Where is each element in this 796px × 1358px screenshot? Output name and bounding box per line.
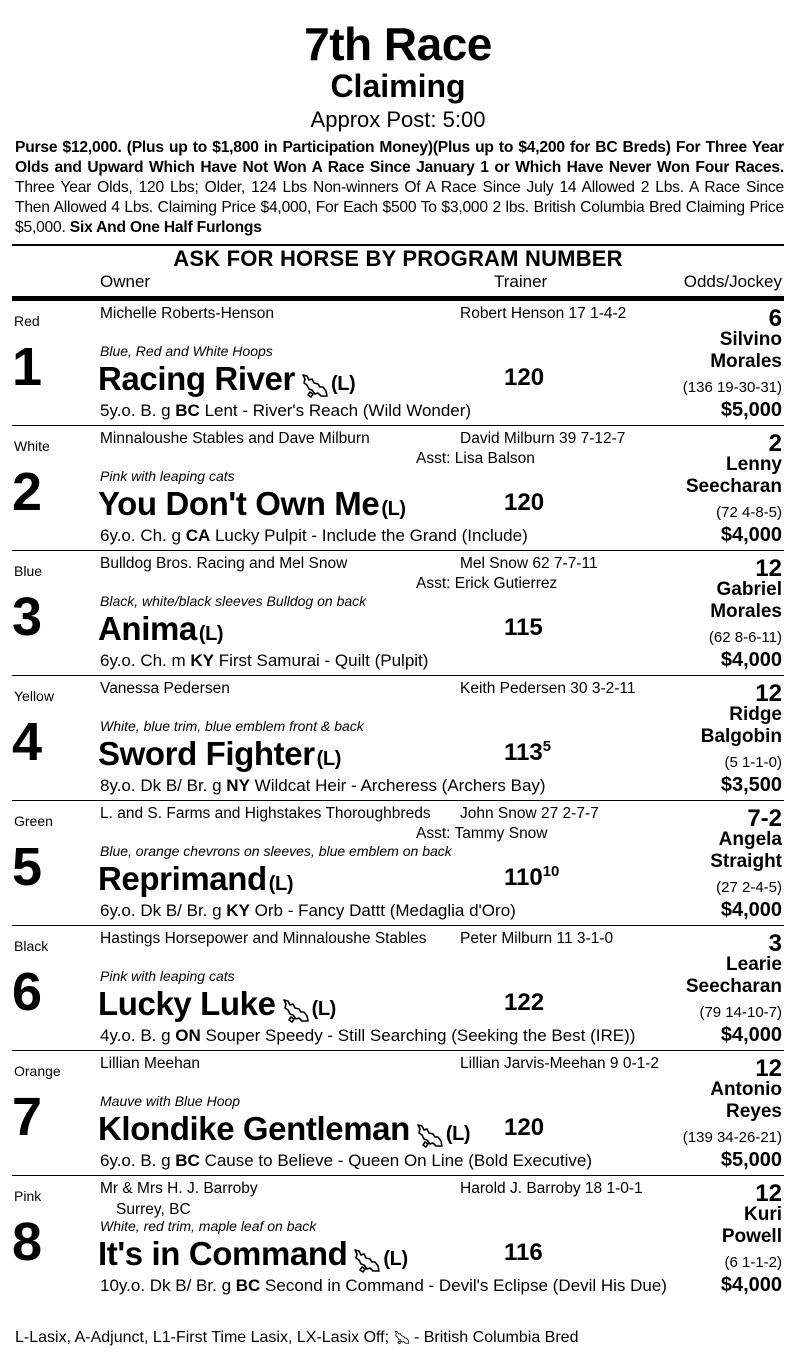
horse-name: You Don't Own Me bbox=[98, 485, 380, 522]
jockey-first: Silvino bbox=[719, 329, 782, 350]
jockey-record: (62 8-6-11) bbox=[708, 629, 782, 646]
col-trainer: Trainer bbox=[494, 272, 548, 291]
silks: White, blue trim, blue emblem front & back bbox=[100, 718, 364, 734]
jockey-first: Gabriel bbox=[716, 579, 782, 600]
silks: Pink with leaping cats bbox=[100, 968, 235, 984]
morning-line-odds: 12 bbox=[755, 680, 782, 707]
horse-name-line bbox=[98, 1109, 470, 1154]
jockey-last: Seecharan bbox=[685, 476, 782, 497]
weight bbox=[504, 738, 551, 767]
morning-line-odds: 3 bbox=[768, 930, 782, 957]
claiming-price: $3,500 bbox=[720, 774, 782, 796]
race-conditions bbox=[15, 138, 784, 238]
conditions-distance: Six And One Half Furlongs bbox=[69, 219, 262, 236]
jockey bbox=[701, 704, 782, 748]
trainer: Harold J. Barroby 18 1-0-1 bbox=[460, 1180, 643, 1197]
ask-banner: ASK FOR HORSE BY PROGRAM NUMBER bbox=[12, 244, 784, 272]
saddle-color: Blue bbox=[14, 563, 43, 579]
saddle-color: Orange bbox=[14, 1063, 61, 1079]
jockey-last: Seecharan bbox=[685, 976, 782, 997]
morning-line-odds: 7-2 bbox=[747, 805, 782, 832]
jockey-first: Lenny bbox=[726, 454, 782, 475]
breeding-age: 6y.o. Ch. m bbox=[100, 651, 191, 670]
program-number: 8 bbox=[12, 1212, 43, 1272]
trainer: Keith Pedersen 30 3-2-11 bbox=[460, 680, 636, 697]
conditions-text: Three Year Olds, 120 Lbs; Older, 124 Lbs Non-winners Of A Race Since July 14 Allowed 2 Lbs. A Race Since Then Allowed 4 Lbs. Claiming Price $4,000, For Each $500 To $3,000 2 lbs. British Columbia Bred Claiming Price $5,000. bbox=[15, 179, 784, 236]
jockey-last: Morales bbox=[710, 601, 782, 622]
breeding-pedigree: Souper Speedy - Still Searching (Seeking the Best (IRE)) bbox=[200, 1026, 636, 1045]
saddle-color: Pink bbox=[14, 1188, 42, 1204]
bc-map-icon bbox=[416, 1118, 444, 1144]
breeding-place: KY bbox=[226, 901, 250, 920]
lasix-mark: (L) bbox=[316, 748, 341, 770]
jockey bbox=[710, 579, 782, 623]
silks: Blue, Red and White Hoops bbox=[100, 343, 273, 359]
claiming-price: $4,000 bbox=[720, 899, 782, 921]
jockey-last: Straight bbox=[710, 851, 782, 872]
breeding-place: NY bbox=[226, 776, 250, 795]
program-number: 7 bbox=[12, 1087, 43, 1147]
trainer: Mel Snow 62 7-7-11 bbox=[460, 555, 598, 572]
owner: L. and S. Farms and Highstakes Thoroughbreds bbox=[100, 805, 431, 822]
lasix-mark: (L) bbox=[268, 873, 294, 895]
weight bbox=[504, 488, 544, 517]
assistant-trainer: Asst: Lisa Balson bbox=[416, 450, 535, 467]
breeding-pedigree: Lucky Pulpit - Include the Grand (Include) bbox=[210, 526, 528, 545]
claiming-price: $4,000 bbox=[720, 649, 782, 671]
saddle-color: Yellow bbox=[14, 688, 54, 704]
weight bbox=[504, 863, 559, 892]
horse-name-line bbox=[98, 859, 293, 904]
owner: Hastings Horsepower and Minnaloushe Stables bbox=[100, 930, 427, 947]
silks: Pink with leaping cats bbox=[100, 468, 235, 484]
jockey-first: Antonio bbox=[710, 1079, 782, 1100]
trainer: Robert Henson 17 1-4-2 bbox=[460, 305, 627, 322]
col-owner: Owner bbox=[100, 272, 151, 291]
breeding bbox=[100, 776, 546, 796]
breeding-place: BC bbox=[235, 1276, 261, 1295]
jockey-last: Balgobin bbox=[700, 726, 782, 747]
weight-value: 120 bbox=[504, 364, 545, 391]
post-time: Approx Post: 5:00 bbox=[310, 107, 486, 132]
footer-legend bbox=[15, 1329, 578, 1347]
bc-map-icon bbox=[282, 993, 310, 1019]
morning-line-odds: 12 bbox=[755, 1180, 782, 1207]
assistant-trainer: Asst: Erick Gutierrez bbox=[416, 575, 558, 592]
breeding bbox=[100, 1026, 635, 1046]
breeding-age: 4y.o. B. g bbox=[100, 1026, 176, 1045]
jockey bbox=[722, 1204, 782, 1248]
horse-name: It's in Command bbox=[98, 1235, 348, 1272]
breeding bbox=[100, 401, 471, 421]
lasix-mark: (L) bbox=[330, 373, 356, 395]
claiming-price: $5,000 bbox=[720, 1149, 782, 1171]
col-odds-jockey: Odds/Jockey bbox=[683, 272, 782, 291]
race-entry bbox=[12, 1051, 784, 1176]
weight-value: 122 bbox=[504, 989, 545, 1016]
footer-legend-text: L-Lasix, A-Adjunct, L1-First Time Lasix, LX-Lasix Off; bbox=[15, 1329, 390, 1346]
jockey-first: Kuri bbox=[744, 1204, 782, 1225]
race-entry bbox=[12, 1176, 784, 1300]
jockey bbox=[710, 329, 782, 373]
trainer: Peter Milburn 11 3-1-0 bbox=[460, 930, 614, 947]
jockey-last: Powell bbox=[721, 1226, 782, 1247]
breeding-age: 5y.o. B. g bbox=[100, 401, 176, 420]
weight-value: 115 bbox=[504, 614, 543, 641]
trainer: Lillian Jarvis-Meehan 9 0-1-2 bbox=[460, 1055, 660, 1072]
race-entry bbox=[12, 426, 784, 551]
weight bbox=[504, 363, 544, 392]
jockey bbox=[686, 454, 782, 498]
claiming-price: $4,000 bbox=[720, 524, 782, 546]
jockey-record: (27 2-4-5) bbox=[716, 879, 782, 896]
jockey-record: (6 1-1-2) bbox=[724, 1254, 782, 1271]
race-entry bbox=[12, 801, 784, 926]
weight-allowance: 5 bbox=[542, 738, 552, 755]
trainer: John Snow 27 2-7-7 bbox=[460, 805, 599, 822]
silks: Black, white/black sleeves Bulldog on back bbox=[100, 593, 367, 609]
race-type: Claiming bbox=[330, 68, 466, 104]
silks: White, red trim, maple leaf on back bbox=[100, 1218, 317, 1234]
breeding-age: 8y.o. Dk B/ Br. g bbox=[100, 776, 227, 795]
claiming-price: $4,000 bbox=[720, 1274, 782, 1296]
program-number: 1 bbox=[12, 337, 43, 397]
breeding-pedigree: Wildcat Heir - Archeress (Archers Bay) bbox=[249, 776, 546, 795]
morning-line-odds: 2 bbox=[768, 430, 782, 457]
weight bbox=[504, 1238, 543, 1267]
horse-name: Klondike Gentleman bbox=[98, 1110, 410, 1147]
breeding-place: ON bbox=[175, 1026, 201, 1045]
claiming-price: $4,000 bbox=[720, 1024, 782, 1046]
race-header bbox=[0, 20, 796, 134]
weight bbox=[504, 1113, 544, 1142]
breeding-age: 6y.o. Dk B/ Br. g bbox=[100, 901, 227, 920]
morning-line-odds: 12 bbox=[755, 1055, 782, 1082]
owner: Vanessa Pedersen bbox=[100, 680, 230, 697]
weight-allowance: 10 bbox=[542, 863, 560, 880]
claiming-price: $5,000 bbox=[720, 399, 782, 421]
program-number: 5 bbox=[12, 837, 43, 897]
morning-line-odds: 6 bbox=[768, 305, 782, 332]
horse-name: Reprimand bbox=[98, 860, 267, 897]
horse-name: Lucky Luke bbox=[98, 985, 276, 1022]
saddle-color: Red bbox=[14, 313, 40, 329]
jockey-record: (79 14-10-7) bbox=[699, 1004, 782, 1021]
owner: Minnaloushe Stables and Dave Milburn bbox=[100, 430, 370, 447]
owner: Michelle Roberts-Henson bbox=[100, 305, 275, 322]
race-title: 7th Race bbox=[304, 18, 492, 70]
program-number: 6 bbox=[12, 962, 43, 1022]
trainer: David Milburn 39 7-12-7 bbox=[460, 430, 626, 447]
owner: Lillian Meehan bbox=[100, 1055, 200, 1072]
breeding-place: KY bbox=[190, 651, 215, 670]
jockey bbox=[710, 1079, 782, 1123]
jockey-record: (139 34-26-21) bbox=[682, 1129, 782, 1146]
morning-line-odds: 12 bbox=[755, 555, 782, 582]
program-number: 2 bbox=[12, 462, 43, 522]
race-entry bbox=[12, 301, 784, 426]
breeding-place: BC bbox=[175, 1151, 200, 1170]
breeding bbox=[100, 1151, 592, 1171]
race-entry bbox=[12, 676, 784, 801]
saddle-color: White bbox=[14, 438, 50, 454]
breeding-pedigree: Cause to Believe - Queen On Line (Bold Executive) bbox=[199, 1151, 592, 1170]
breeding-place: BC bbox=[175, 401, 200, 420]
silks: Mauve with Blue Hoop bbox=[100, 1093, 241, 1109]
bc-map-icon bbox=[301, 368, 329, 394]
jockey-first: Ridge bbox=[729, 704, 782, 725]
horse-name: Anima bbox=[98, 610, 197, 647]
column-headers bbox=[12, 272, 784, 296]
horse-name-line bbox=[98, 359, 355, 404]
assistant-trainer: Asst: Tammy Snow bbox=[416, 825, 548, 842]
lasix-mark: (L) bbox=[445, 1123, 471, 1145]
breeding-pedigree: Second in Command - Devil's Eclipse (Devil His Due) bbox=[260, 1276, 667, 1295]
footer-bc-legend: - British Columbia Bred bbox=[413, 1329, 579, 1346]
lasix-mark: (L) bbox=[198, 623, 224, 645]
weight-value: 116 bbox=[504, 1239, 543, 1266]
weight bbox=[504, 988, 544, 1017]
jockey-record: (72 4-8-5) bbox=[716, 504, 782, 521]
race-entry bbox=[12, 551, 784, 676]
breeding-age: 6y.o. Ch. g bbox=[100, 526, 186, 545]
horse-name-line bbox=[98, 609, 223, 654]
owner: Bulldog Bros. Racing and Mel Snow bbox=[100, 555, 348, 572]
jockey-first: Angela bbox=[718, 829, 782, 850]
weight bbox=[504, 613, 543, 642]
horse-name-line bbox=[98, 1234, 408, 1279]
entries-list bbox=[0, 301, 796, 1300]
breeding bbox=[100, 526, 528, 546]
jockey-record: (5 1-1-0) bbox=[724, 754, 782, 771]
program-number: 4 bbox=[12, 712, 43, 772]
breeding-age: 6y.o. B. g bbox=[100, 1151, 176, 1170]
jockey-first: Learie bbox=[726, 954, 782, 975]
owner-location: Surrey, BC bbox=[116, 1201, 191, 1218]
conditions-bold: Purse $12,000. (Plus up to $1,800 in Participation Money)(Plus up to $4,200 for BC Breds) For Three Year Olds and Upward Which Have Not Won A Race Since January 1 or Which Have Never Won Four Races. bbox=[15, 139, 784, 176]
weight-value: 120 bbox=[504, 1114, 545, 1141]
breeding-pedigree: First Samurai - Quilt (Pulpit) bbox=[214, 651, 429, 670]
silks: Blue, orange chevrons on sleeves, blue emblem on back bbox=[100, 843, 452, 859]
bc-map-icon bbox=[353, 1243, 381, 1269]
breeding-place: CA bbox=[185, 526, 211, 545]
lasix-mark: (L) bbox=[381, 498, 406, 520]
weight-value: 120 bbox=[504, 489, 545, 516]
jockey bbox=[710, 829, 782, 873]
jockey bbox=[686, 954, 782, 998]
breeding bbox=[100, 901, 516, 921]
weight-value: 113 bbox=[504, 739, 543, 766]
horse-name: Racing River bbox=[98, 360, 295, 397]
saddle-color: Green bbox=[14, 813, 53, 829]
breeding bbox=[100, 1276, 667, 1296]
jockey-record: (136 19-30-31) bbox=[682, 379, 782, 396]
lasix-mark: (L) bbox=[383, 1248, 408, 1270]
race-entry bbox=[12, 926, 784, 1051]
jockey-last: Morales bbox=[710, 351, 782, 372]
breeding-age: 10y.o. Dk B/ Br. g bbox=[100, 1276, 236, 1295]
breeding-pedigree: Lent - River's Reach (Wild Wonder) bbox=[199, 401, 472, 420]
horse-name-line bbox=[98, 984, 336, 1029]
program-number: 3 bbox=[12, 587, 43, 647]
breeding bbox=[100, 651, 428, 671]
horse-name-line bbox=[98, 734, 341, 779]
breeding-pedigree: Orb - Fancy Dattt (Medaglia d'Oro) bbox=[249, 901, 516, 920]
jockey-last: Reyes bbox=[726, 1101, 782, 1122]
horse-name-line bbox=[98, 484, 406, 529]
saddle-color: Black bbox=[14, 938, 49, 954]
weight-value: 110 bbox=[504, 864, 543, 891]
horse-name: Sword Fighter bbox=[98, 735, 315, 772]
lasix-mark: (L) bbox=[311, 998, 336, 1020]
owner: Mr & Mrs H. J. Barroby bbox=[100, 1180, 258, 1197]
